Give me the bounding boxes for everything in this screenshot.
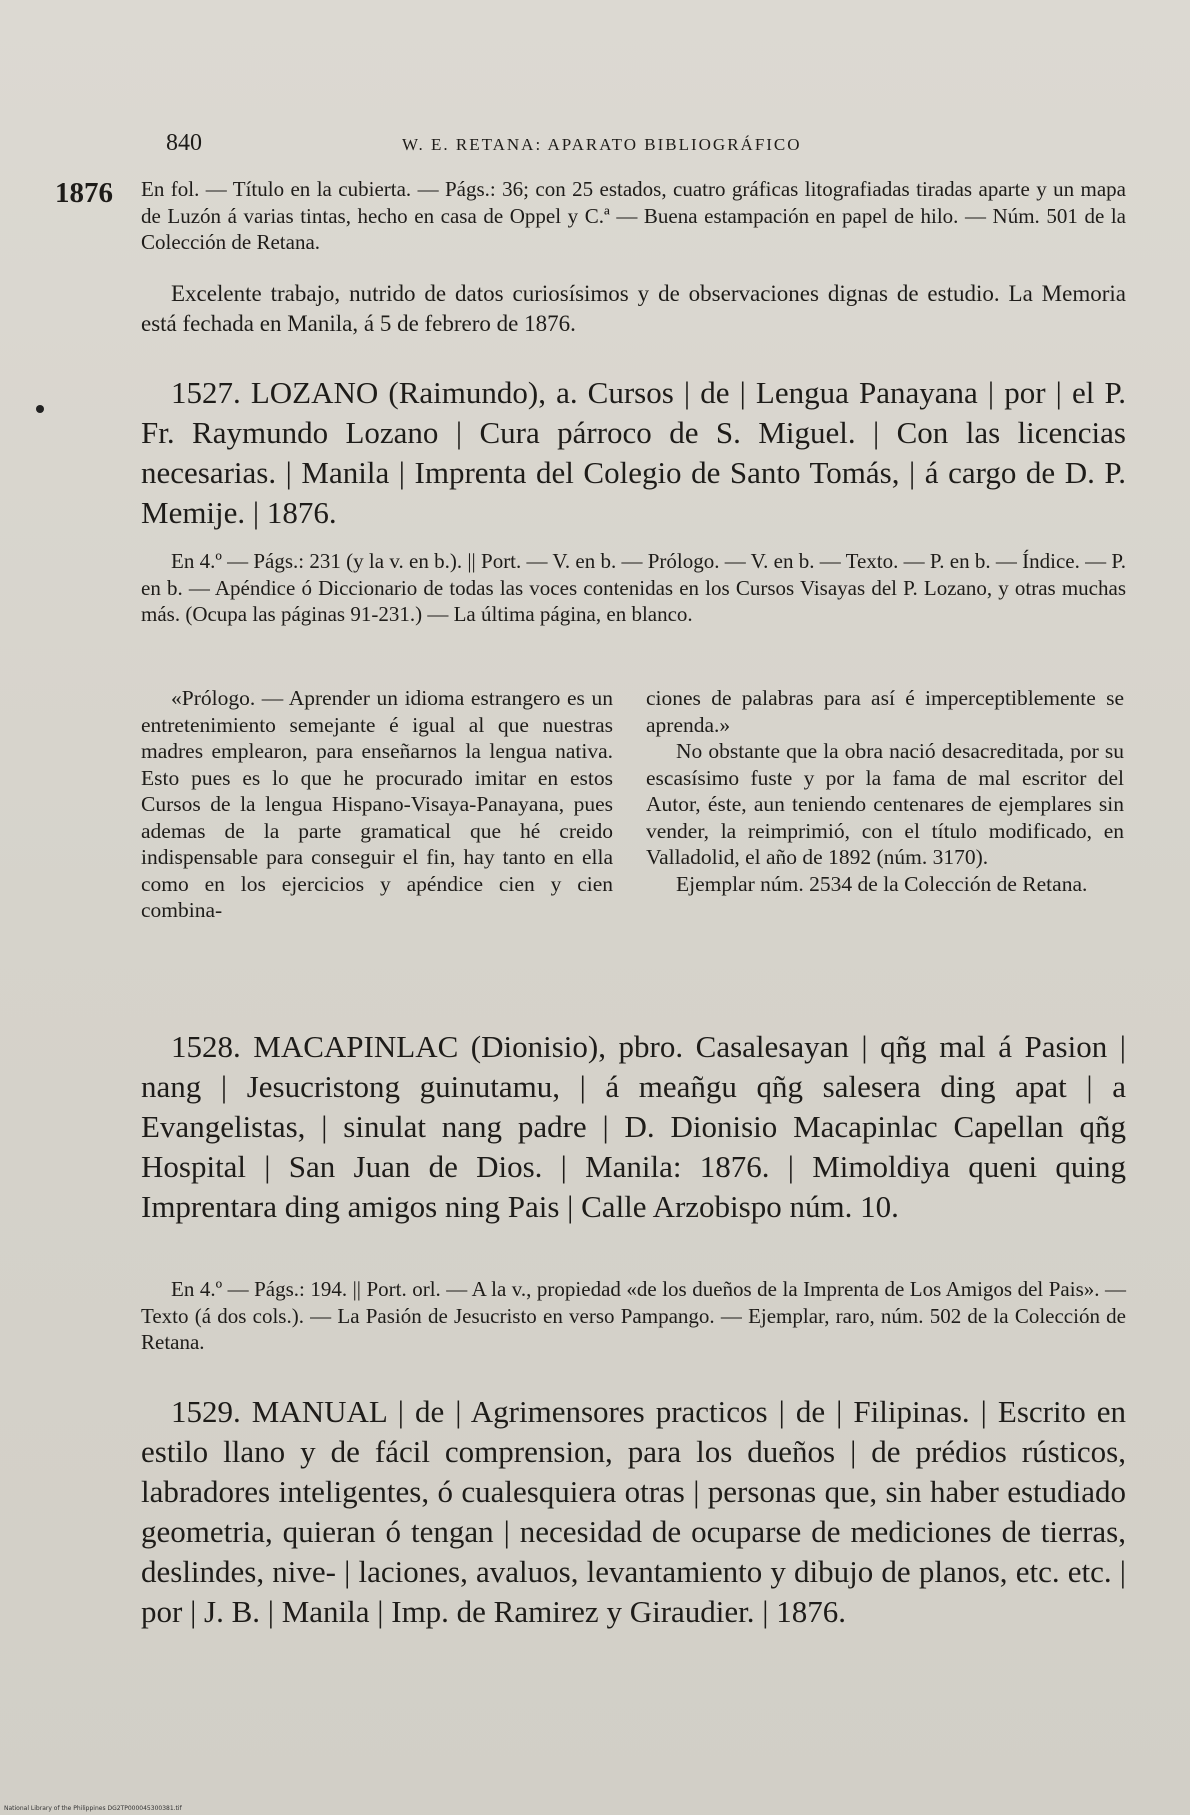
margin-mark [36, 405, 44, 413]
entry-1528-title: 1528. MACAPINLAC (Dionisio), pbro. Casalesayan | qñg mal á Pasion | nang | Jesucristong guinutamu, | á meañgu qñg salesera ding apat | a Evangelistas, | sinulat nang padre | D. Dionisio Macapinlac Capellan qñg Hospital | San Juan de Dios. | Manila: 1876. | Mimoldiya queni quing Imprentara ding amigos ning Pais | Calle Arzobispo núm. 10. [141, 1029, 1126, 1224]
page-number: 840 [166, 130, 202, 156]
scan-footer: National Library of the Philippines DG2TP000045300381.tif [4, 1805, 182, 1812]
intro-description: En fol. — Título en la cubierta. — Págs.: 36; con 25 estados, cuatro gráficas litografiadas tiradas aparte y un mapa de Luzón á varias tintas, hecho en casa de Oppel y C.ª — Buena estampación en papel de hilo. — Núm. 501 de la Colección de Retana. [141, 177, 1126, 254]
entry-1527-title: 1527. LOZANO (Raimundo), a. Cursos | de | Lengua Panayana | por | el P. Fr. Raymundo Lozano | Cura párroco de S. Miguel. | Con las licencias necesarias. | Manila | Imprenta del Colegio de Santo Tomás, | á cargo de D. P. Memije. | 1876. [141, 375, 1126, 530]
entry-1527-notes: En 4.º — Págs.: 231 (y la v. en b.). || Port. — V. en b. — Prólogo. — V. en b. — Texto. — P. en b. — Índice. — P. en b. — Apéndice ó Diccionario de todas las voces contenidas en los Cursos Visayas del P. Lozano, y otras muchas más. (Ocupa las páginas 91-231.) — La última página, en blanco. [141, 549, 1126, 626]
margin-year: 1876 [55, 177, 113, 209]
entry-1529-title: 1529. MANUAL | de | Agrimensores practicos | de | Filipinas. | Escrito en estilo llano y de fácil comprension, para los dueños | de prédios rústicos, labradores inteligentes, ó cualesquiera otras | personas que, sin haber estudiado geometria, quieran ó tengan | necesidad de ocuparse de mediciones de tierras, deslindes, nive- | laciones, avaluos, levantamiento y dibujo de planos, etc. etc. | por | J. B. | Manila | Imp. de Ramirez y Giraudier. | 1876. [141, 1394, 1126, 1629]
entry-1527-prologue-left: «Prólogo. — Aprender un idioma estrangero es un entretenimiento semejante é igual al que nuestras madres emplearon, para enseñarnos la lengua nativa. Esto pues es lo que he procurado imitar en estos Cursos de la lengua Hispano-Visaya-Panayana, pues ademas de la parte gramatical que hé creido indispensable para conseguir el fin, hay tanto en ella como en los ejercicios y apéndice cien y cien combina- [141, 686, 613, 922]
entry-1527-copy: Ejemplar núm. 2534 de la Colección de Retana. [676, 871, 1088, 896]
running-title: W. E. RETANA: APARATO BIBLIOGRÁFICO [402, 135, 802, 154]
prologue-continuation: ciones de palabras para así é imperceptiblemente se aprenda.» [646, 686, 1124, 737]
entry-1527-prologue-right [646, 685, 1124, 897]
intro-comment: Excelente trabajo, nutrido de datos curiosísimos y de observaciones dignas de estudio. La Memoria está fechada en Manila, á 5 de febrero de 1876. [141, 281, 1126, 336]
entry-1527-comment: No obstante que la obra nació desacreditada, por su escasísimo fuste y por la fama de mal escritor del Autor, éste, aun teniendo centenares de ejemplares sin vender, la reimprimió, con el título modificado, en Valladolid, el año de 1892 (núm. 3170). [646, 739, 1124, 869]
entry-1528-notes: En 4.º — Págs.: 194. || Port. orl. — A la v., propiedad «de los dueños de la Imprenta de Los Amigos del Pais». — Texto (á dos cols.). — La Pasión de Jesucristo en verso Pampango. — Ejemplar, raro, núm. 502 de la Colección de Retana. [141, 1277, 1126, 1354]
